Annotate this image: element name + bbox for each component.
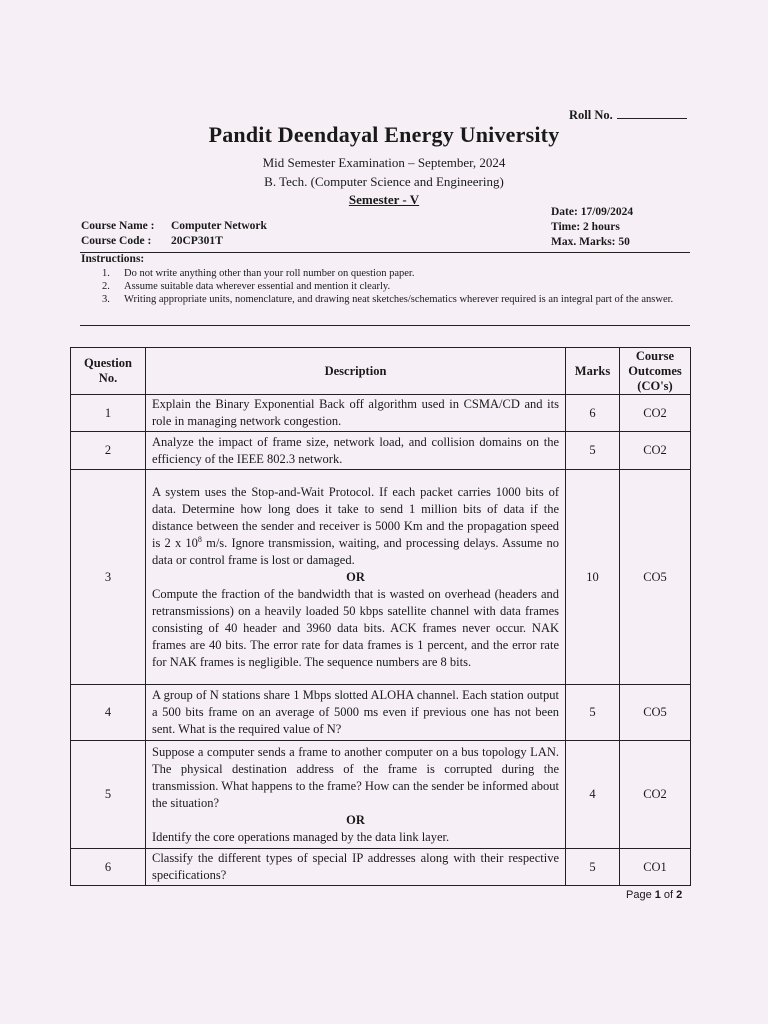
page-of-label: of [660, 889, 677, 901]
course-name-label: Course Name : [81, 220, 155, 232]
table-row [71, 395, 691, 432]
question-part-b: Compute the fraction of the bandwidth that is wasted on overhead (headers and retransmissions) on a heavily loaded 50 kbps satellite channel with data frames consisting of 40 header and 3960 data bits. ACK frames never occur. NAK frames are 40 bits. The error rate for data frames is 1 percent, and the error rate for NAK frames is negligible. The sequence numbers are 8 bits. [152, 586, 559, 669]
question-co: CO2 [620, 741, 691, 849]
table-row [71, 741, 691, 849]
question-description: Analyze the impact of frame size, network load, and collision domains on the efficiency of the IEEE 802.3 network. [146, 432, 566, 470]
question-marks: 10 [566, 470, 620, 685]
question-co: CO2 [620, 432, 691, 470]
header-question-no: Question No. [71, 348, 146, 395]
header-marks: Marks [566, 348, 620, 395]
course-code [81, 235, 223, 247]
table-header-row [71, 348, 691, 395]
header-description: Description [146, 348, 566, 395]
roll-number-label: Roll No. [569, 108, 613, 122]
instruction-number: 3. [102, 294, 110, 305]
table-row [71, 685, 691, 741]
semester-line [0, 192, 768, 208]
question-number: 1 [71, 395, 146, 432]
question-marks: 4 [566, 741, 620, 849]
max-marks: Max. Marks: 50 [551, 236, 630, 248]
question-co: CO1 [620, 849, 691, 886]
question-description: A group of N stations share 1 Mbps slotted ALOHA channel. Each station output a 500 bits frame on an average of 5000 ms even if previous one has not been sent. What is the required value of N? [146, 685, 566, 741]
course-code-value: 20CP301T [171, 235, 223, 247]
question-part-a: Suppose a computer sends a frame to another computer on a bus topology LAN. The physical destination address of the frame is corrupted during the transmission. What happens to the frame? How can the sender be informed about the situation? [152, 744, 559, 810]
page-number [626, 889, 682, 901]
semester-label: Semester - V [348, 192, 420, 207]
question-description [146, 470, 566, 685]
divider-top [80, 252, 690, 253]
university-name: Pandit Deendayal Energy University [208, 122, 560, 147]
question-part-a [152, 484, 559, 569]
instruction-number: 1. [102, 268, 110, 279]
exam-time: Time: 2 hours [551, 221, 620, 233]
exam-title: Mid Semester Examination – September, 2024 [262, 155, 506, 170]
questions-table [70, 347, 691, 886]
question-description: Explain the Binary Exponential Back off algorithm used in CSMA/CD and its role in managing network congestion. [146, 395, 566, 432]
question-marks: 6 [566, 395, 620, 432]
roll-number-blank [617, 107, 687, 119]
roll-number [569, 107, 687, 123]
instruction-number: 2. [102, 281, 110, 292]
page-total: 2 [676, 889, 683, 901]
instructions-title: Instructions: [81, 253, 145, 265]
question-part-a-text-end: m/s. Ignore transmission, waiting, and processing delays. Assume no data or control frame is lost or damaged. [152, 535, 559, 567]
question-number: 3 [71, 470, 146, 685]
divider-bottom [80, 325, 690, 326]
table-row [71, 849, 691, 886]
question-marks: 5 [566, 432, 620, 470]
question-number: 4 [71, 685, 146, 741]
question-description: Classify the different types of special IP addresses along with their respective specifications? [146, 849, 566, 886]
question-co: CO5 [620, 685, 691, 741]
instruction-text: Writing appropriate units, nomenclature, and drawing neat sketches/schematics wherever required is an integral part of the answer. [124, 294, 674, 305]
question-description [146, 741, 566, 849]
question-co: CO2 [620, 395, 691, 432]
course-name-value: Computer Network [171, 220, 267, 232]
question-marks: 5 [566, 685, 620, 741]
question-number: 2 [71, 432, 146, 470]
exam-date: Date: 17/09/2024 [551, 206, 634, 218]
instruction-text: Assume suitable data wherever essential and mention it clearly. [124, 281, 391, 292]
question-co: CO5 [620, 470, 691, 685]
question-number: 5 [71, 741, 146, 849]
question-number: 6 [71, 849, 146, 886]
course-code-label: Course Code : [81, 235, 152, 247]
table-row [71, 470, 691, 685]
question-part-a-text: A system uses the Stop-and-Wait Protocol. If each packet carries 1000 bits of data. Determine how long does it take to send 1 million bits of data if the distance between the sender and receiver is 5000 Km and the propagation speed is 2 x 10 [152, 484, 559, 550]
table-row [71, 432, 691, 470]
question-marks: 5 [566, 849, 620, 886]
page-label: Page [626, 889, 655, 901]
or-separator: OR [346, 569, 365, 584]
program-title: B. Tech. (Computer Science and Engineering) [264, 174, 504, 189]
or-separator: OR [346, 812, 365, 827]
page-current: 1 [654, 889, 661, 901]
header-course-outcomes: Course Outcomes (CO's) [620, 348, 691, 395]
course-name [81, 220, 267, 232]
question-part-b: Identify the core operations managed by the data link layer. [152, 829, 450, 844]
instruction-text: Do not write anything other than your roll number on question paper. [124, 268, 415, 279]
exponent: 8 [197, 534, 202, 544]
